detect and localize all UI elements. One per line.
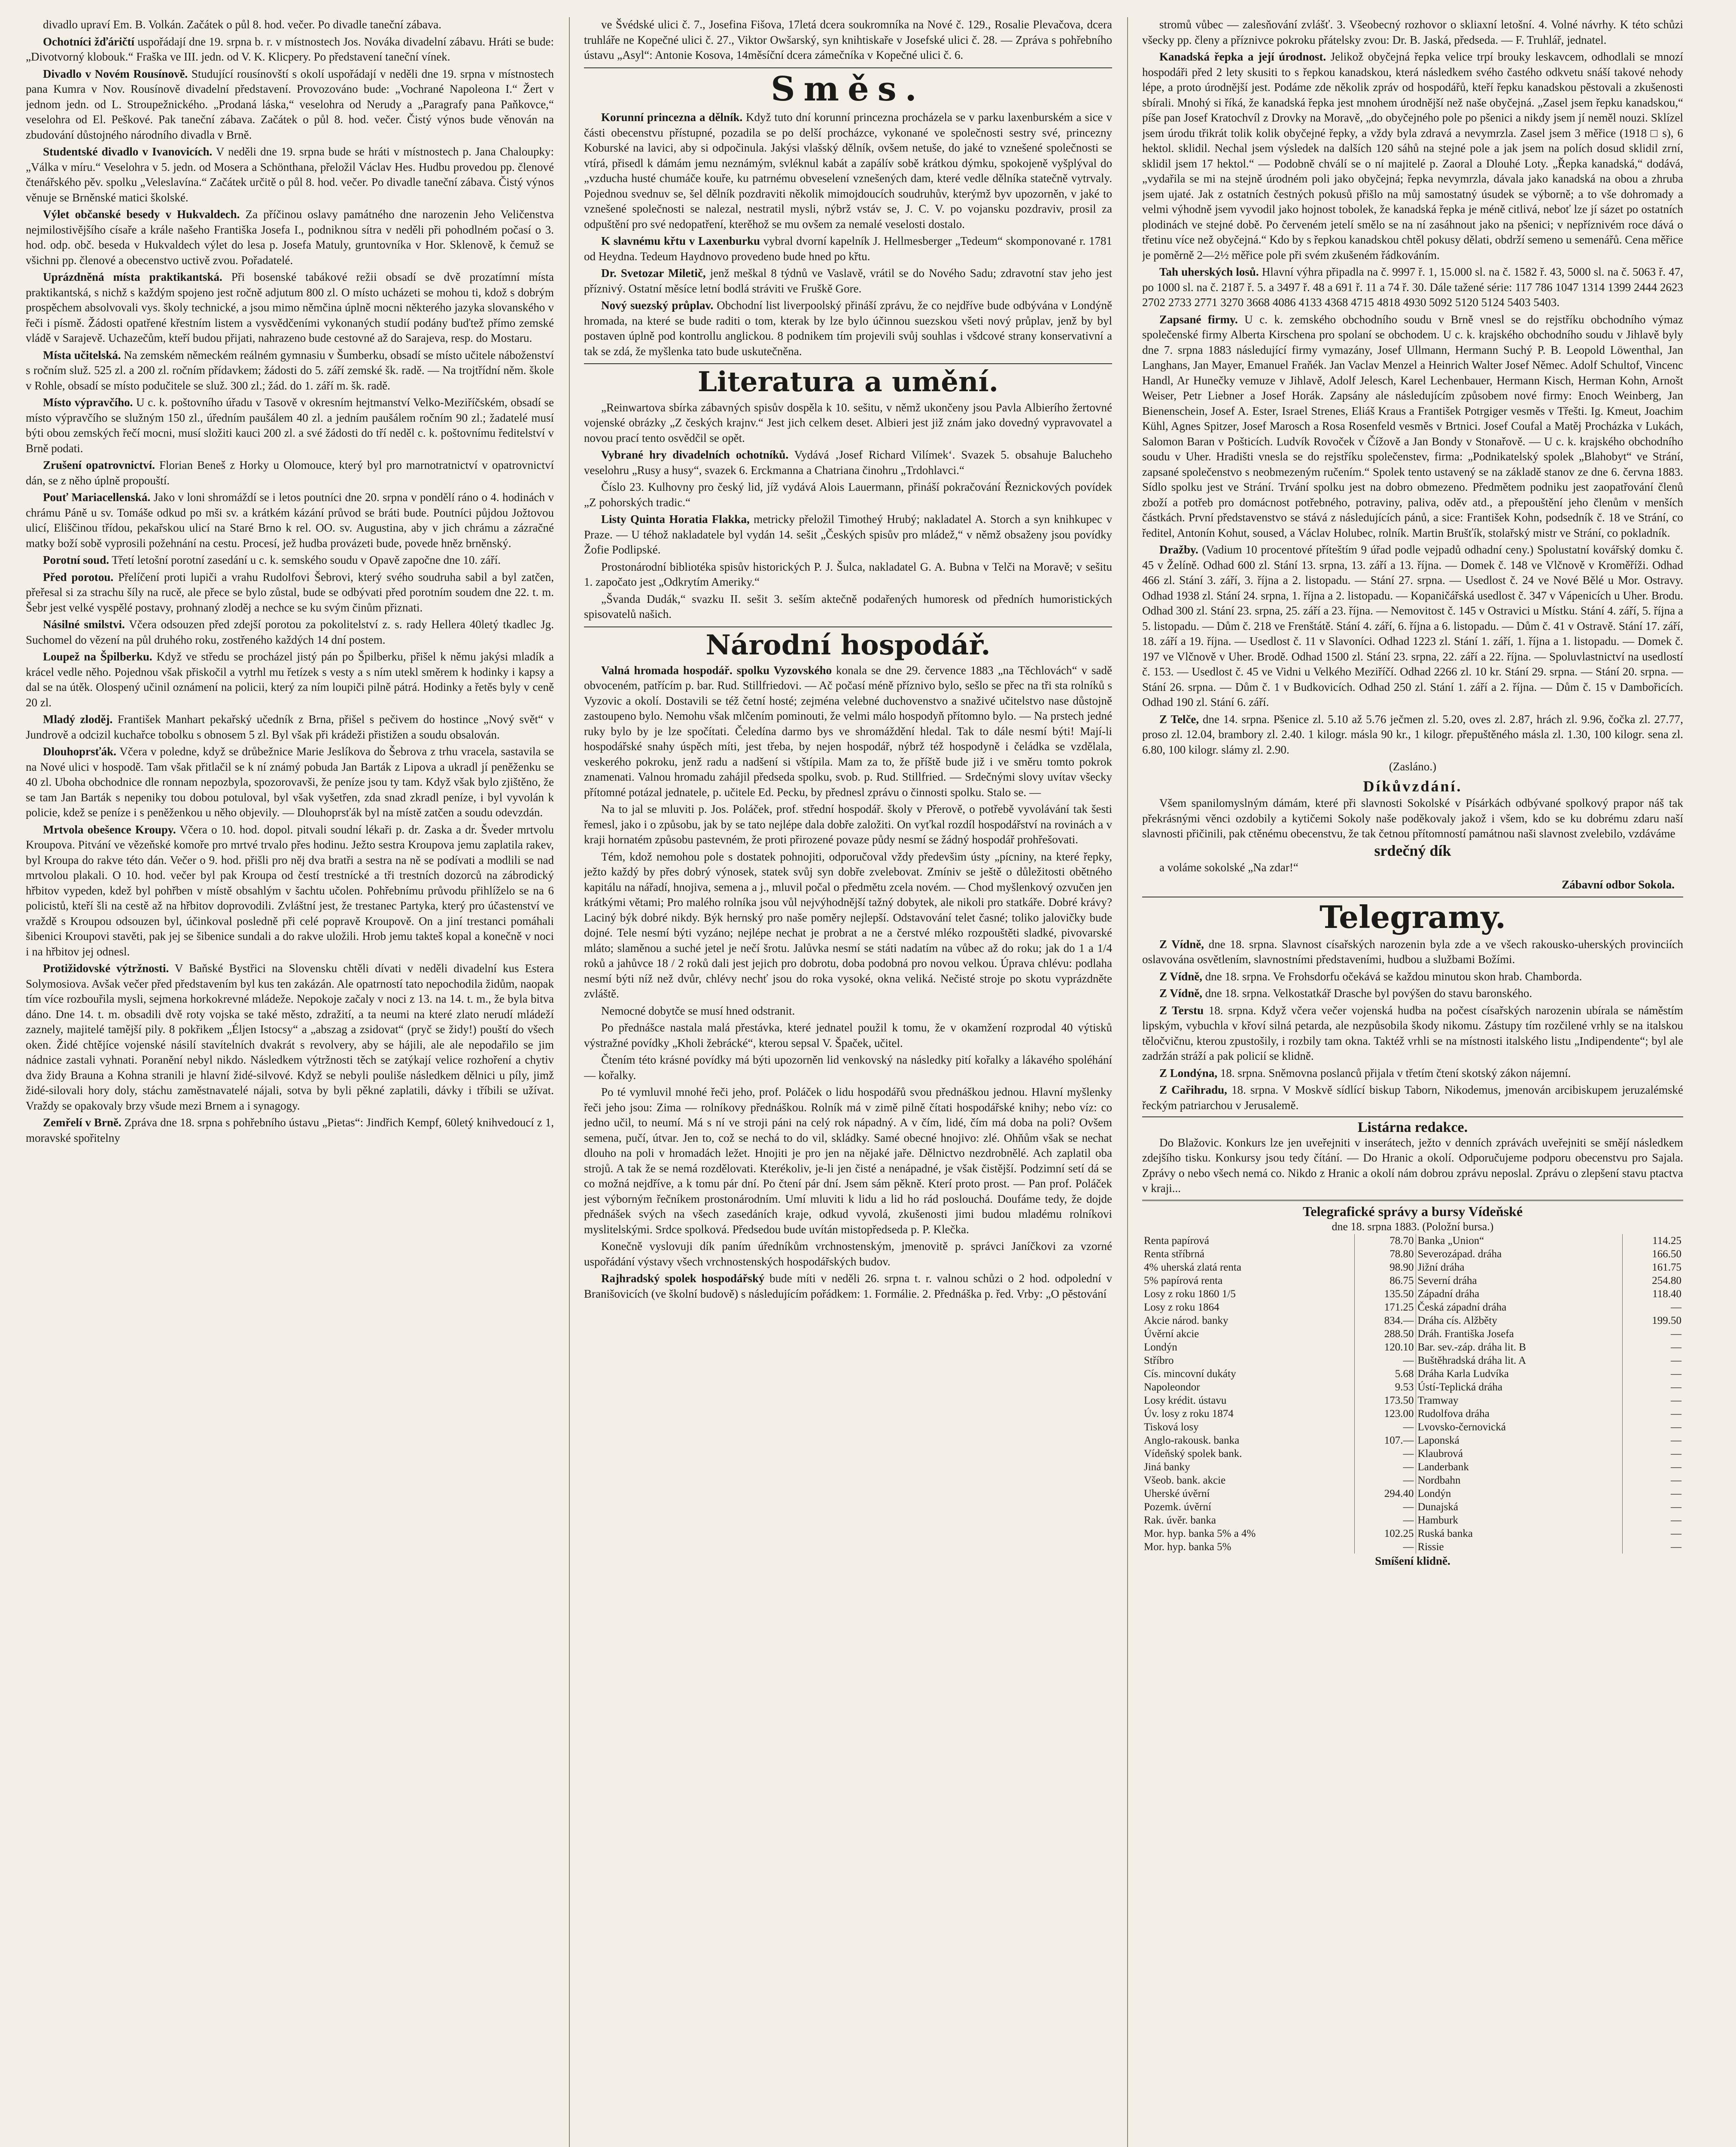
article-text: Na zemském německém reálném gymnasiu v Šumberku, obsadí se místo učitele náboženství s ročním služ. 525 zl. a 200 zl. ročním přídavkem; žádosti do 5. září zemské šk. radě. — Na trojtřídní něm. škole v Rohle, obsadí se místo podučitele se služ. 300 zl.; žád. do 1. září m. šk. radě. [26,348,554,392]
bourse-row [1142,1474,1683,1487]
article-heading: Loupež na Špilberku. [43,650,152,663]
bourse-label: Česká západní dráha [1416,1301,1622,1314]
bourse-row [1142,1341,1683,1354]
bourse-label: Tisková losy [1142,1420,1354,1434]
bourse-value: 78.70 [1354,1234,1416,1247]
bourse-label: Severní dráha [1416,1274,1622,1287]
bourse-value: 834.— [1354,1314,1416,1327]
article-heading: Místa učitelská. [43,348,121,362]
article-heading: Místo výpravčího. [43,396,133,409]
article-paragraph [26,458,554,488]
signature: Zábavní odbor Sokola. [1562,878,1675,891]
article-heading: Z Cařihradu, [1159,1083,1227,1097]
article-heading: Ochotníci žďáričtí [43,35,135,48]
article-heading: Kanadská řepka a její úrodnost. [1159,50,1326,63]
article-paragraph [584,480,1112,510]
article-heading: Valná hromada hospodář. spolku Vyzovského [601,663,832,677]
article-text: Vydává ‚Josef Richard Vilímek‘. Svazek 5. obsahuje Balucheho veselohru „Rusy a husy“, svazek 6. Erckmanna a Chatriana činohru „Trdohlavci.“ [584,448,1112,477]
bourse-label: Mor. hyp. banka 5% a 4% [1142,1527,1354,1540]
bourse-label: Laponská [1416,1434,1622,1447]
article-paragraph [1142,937,1683,967]
article-paragraph [26,67,554,143]
article-paragraph [584,1271,1112,1302]
bourse-value: — [1354,1460,1416,1474]
bourse-label: Pozemk. úvěrní [1142,1500,1354,1514]
bourse-label: Anglo-rakousk. banka [1142,1434,1354,1447]
bourse-label: Ruská banka [1416,1527,1622,1540]
bourse-label: Londýn [1416,1487,1622,1500]
bourse-label: Napoleondor [1142,1381,1354,1394]
bourse-label: Úv. losy z roku 1874 [1142,1407,1354,1420]
bourse-table [1142,1234,1683,1554]
bourse-value: — [1671,1475,1681,1487]
article-text: bude míti v neděli 26. srpna t. r. valnou schůzi o 2 hod. odpolední v Branišovicích (ve školní budově) s následujícím pořádkem: 1. Formálie. 2. Přednáška p. řed. Vrby: „O pěstování [584,1272,1112,1300]
section-heading: Literatura a umění. [584,363,1112,396]
article-text: divadlo upraví Em. B. Volkán. Začátek o půl 8. hod. večer. Po divadle taneční zábava. [43,18,441,31]
bourse-label: Tramway [1416,1394,1622,1407]
article-text: V Baňské Bystřici na Slovensku chtěli dívati v neděli divadelní kus Estera Solymosiova. Avšak večer před představením byl kus ten zakázán. Ale opatrností tato nepochodila židům, naopak tím více rozbouřila mysli, sejmena horkokrevné mládeže. Nepokoje začaly v noci z 13. na 14. t. m., že byla bitva dáno. Dne 14. t. m. obsadili dvě roty vojska se také město, zdražití, a ta neumi na které zlato nerudí mládeží zaznely, majitelé tamější pily. 8 pokřikem „Éljen Istocsy“ a „abszag a zsidovat“ (pryč se židy!) pouští do všech oken. Židé chtějíce vojenské násilí stavítelních dvakrát s revolvery, aby se hájili, ale ale nepodařilo se jim nádnice zastali vyhnati. Poranění nebyl nikdo. Následkem výtržnosti těch se zatýkají velice rozhoření a chytiv dva židy Brauna a Kohna stranili je hlavní židé-silvové. Když se nebyli pouliše následkem dělnici u píly, jimž židé-silovali hory doly, stáchu zaměstnavatelé nájali, sotva by byli pěkné zaplatili, dávky i tříbili se užívat. Vraždy se opakovaly brzy všude mezi Brnem a i synagogy. [26,962,554,1112]
bourse-label: Landerbank [1416,1460,1622,1474]
article-text: Při bosenské tabákové režii obsadí se dvě prozatímní místa praktikantská, s nichž s každým spojeno jest ročně adjutum 800 zl. O místo ucházeti se mohou ti, kdož s dobrým prospěchem absolvovali vys. školy technické, a jsou mimo němčina úplně mocni některého jazyka slovanského v řeči i písmě. Žádosti opatřené křestním listem a vysvědčeními vykonaných studií podány buďtež přímo zemské vládě v Sarajevě. Uchazečům, kteří budou přijati, nahrazeno bude cestovné až do Sarajeva, resp. do Mostaru. [26,271,554,344]
article-text: (Vadium 10 procentové příteštím 9 úřad podle vejpadů odhadní ceny.) Spolustatní kovářský domku č. 45 v Želíně. Odhad 600 zl. Stání 13. srpna, 13. září a 13. října. — Domek č. 148 ve Vlčnově v Kroměříži. Odhad 466 zl. Stání 3. září, 3. října a 2. listopadu. — Stání 27. srpna. — Usedlost č. 24 ve Nové Bělé u Mor. Ostravy. Odhad 1938 zl. Stání 24. srpna, 1. října a 2. listopadu. — Kopaničářská usedlost č. 347 v Vápenicích u Uher. Brodu. Odhad 300 zl. Stání 23. srpna, 25. září a 23. října. — Nemovitost č. 145 v Ostravici u Místku. Stání 4. září, 5. října a 5. listopadu. — Dům č. 218 ve Frenštátě. Stání 4. září, 6. října a 6. listopadu. — Dům č. 41 v Ostravě. Stání 17. září, 18. září a 19. října. — Usedlost č. 11 v Slavoníci. Odhad 1223 zl. Stání 1. září, 1. října a 1. listopadu. — Domek č. 197 ve Vlčnově v Uher. Brodě. Odhad 1500 zl. Stání 23. srpna, 22. září a 22. října. — Spoluvlastnictví na usedlostí č. 153. — Usedlost č. 45 ve Vidni u Velkého Meziříčí. Odhad 2266 zl. 10 kr. Stání 29. srpna. — Stání 20. srpna. — Stání 26. srpna. — Dům č. 1 v Budkovicích. Odhad 250 zl. Stání 1. září a 2. října. — Dům č. 15 v Dambořicích. Odhad 190 zl. Stání 6. září. [1142,543,1683,709]
bourse-label: Lvovsko-černovická [1416,1420,1622,1434]
article-heading: Z Terstu [1159,1004,1204,1017]
bourse-value: 254.80 [1652,1275,1681,1287]
bourse-value: — [1671,1435,1681,1447]
bourse-label: Cís. mincovní dukáty [1142,1367,1354,1381]
article-paragraph [584,400,1112,446]
bourse-value: — [1671,1528,1681,1540]
bourse-row [1142,1407,1683,1420]
bourse-label: Klaubrová [1416,1447,1622,1460]
bourse-value: — [1354,1354,1416,1367]
thanks-heading: Díkůvzdání. [1363,777,1462,795]
bourse-label: Akcie národ. banky [1142,1314,1354,1327]
article-text: Na to jal se mluviti p. Jos. Poláček, prof. střední hospodář. školy v Přerově, o potřebě vyvolávání tak šesti řemesl, jako i o způsobu, jak by se tato nejlépe dala dobře založiti. On vyťkal rozdíl hospodářství na rovinách a v kraji hornatém způsobu pastevném, že proti přirozené povaze půdy nesmí se žádný hospodář prohřešovati. [584,803,1112,846]
bourse-title: Telegrafické správy a bursy Vídeňské [1142,1200,1683,1219]
article-heading: Nový suezský průplav. [601,299,714,312]
bourse-value: 166.50 [1652,1248,1681,1260]
bourse-value: 118.40 [1652,1288,1681,1300]
article-paragraph [584,1004,1112,1019]
article-text: V neděli dne 19. srpna bude se hráti v místnostech p. Jana Chaloupky: „Válka v míru.“ Veselohra v 5. jedn. od Mosera a Schönthana, přeložil Václav Hes. Hudbu provedou pp. členové čtenářského pěv. spolku „Veleslavína.“ Začátek určitě o půl 8. hod. večer. Po divadle taneční zábava. Čistý výnos věnuje se Brněnské matici školské. [26,145,554,204]
article-text: Konečně vyslovuji dík paním úředníkům vrchnostenským, jmenovitě p. správci Janíčkovi za vzorné uspořádání výstavy všech vrchnostenských hospodářských budov. [584,1240,1112,1268]
article-heading: Tah uherských losů. [1159,265,1259,278]
bourse-value: 98.90 [1354,1261,1416,1274]
bourse-value: 161.75 [1652,1262,1681,1274]
article-heading: Před porotou. [43,570,114,584]
bourse-value: — [1671,1408,1681,1420]
article-heading: Z Telče, [1159,712,1199,726]
article-paragraph [584,298,1112,359]
article-heading: Studentské divadlo v Ivanovicích. [43,145,213,158]
article-paragraph [26,144,554,205]
article-paragraph [26,395,554,456]
bourse-label: Všeob. bank. akcie [1142,1474,1354,1487]
article-heading: Protižidovské výtržnosti. [43,962,169,975]
bourse-label: Vídeňský spolek bank. [1142,1447,1354,1460]
article-text: ve Švédské ulici č. 7., Josefina Fišova, 17letá dcera soukromníka na Nové č. 129., Rosalie Plevačova, dcera truhláře ne Kopečné ulici č. 27., Viktor Owšarský, syn knihtiskaře v Josefské ulici č. 28. — Zpráva s pohřebního ústavu „Asyl“: Antonie Kosova, 14měsíční dcera zámečníka v Kopečné ulici č. 6. [584,18,1112,61]
article-paragraph [584,592,1112,622]
bourse-value: — [1671,1448,1681,1460]
bourse-row [1142,1314,1683,1327]
bourse-row [1142,1420,1683,1434]
bourse-value: 135.50 [1354,1287,1416,1301]
article-text: dne 14. srpna. Pšenice zl. 5.10 až 5.76 ječmen zl. 5.20, oves zl. 2.87, hrách zl. 9.96, čočka zl. 27.77, proso zl. 12.04, brambory zl. 2.40. 1 kilogr. másla 90 kr., 1 kilogr. přepuštěného másla zl. 1.30, 100 kilogr. sena zl. 6.80, 100 kilogr. slámy zl. 2.90. [1142,712,1683,756]
bourse-value: — [1671,1341,1681,1353]
article-heading: Listy Quinta Horatia Flakka, [601,513,750,526]
bourse-row [1142,1327,1683,1341]
article-text: dne 18. srpna. Velkostatkář Drasche byl povýšen do stavu baronského. [1202,987,1532,1000]
article-heading: Z Vídně, [1159,937,1204,951]
article-paragraph [26,34,554,65]
article-text: Když tuto dní korunní princezna procházela se v parku laxenburském a sice v části obecenstvu přístupné, pozadila se po delší procházce, vykonané ve společnosti sestry své, princezny Koburské na lavici, aby si odpočinula. Jakýsi vlašský dělník, ovšem netuše, do jaké to vznešené společnosti se vtírá, přisedl k dámám jemu neznámým, svléknul kabát a zapálív sobě krátkou dýmku, spokojeně vyšplýval do „vzducha husté chumáče kouře, ku patrnému obveselení vznešených dam, které vedle dělníka statečně vytrvaly. Pojednou svednuv se, šel dělník pozdraviti několik mimojdoucích soudruhův, kterýmž byv upozorněn, v jaké to vznešené společnosti se nalezal, nestratil mysli, nýbrž vstáv se, J. C. V. po vojansku pozdraviv, prosil za odpuštění pro své nedopatření, kterěhož se mu ovšem za nemalé veselosti dostalo. [584,111,1112,231]
article-heading: Dražby. [1159,543,1198,556]
article-text: Včera odsouzen před zdejší porotou za pokolitelství z. s. rady Hellera 40letý tkadlec Jg. Suchomel do vězení na půl druhého roku, zostřeného každých 14 dní postem. [26,618,554,646]
bourse-row [1142,1354,1683,1367]
bourse-value: 171.25 [1354,1301,1416,1314]
bourse-label: Hamburk [1416,1514,1622,1527]
article-text: 18. srpna. V Moskvě sídlící biskup Taborn, Nikodemus, jmenován arcibiskupem jeruzalémské řeckým patriarchou v Jerusalemě. [1142,1083,1683,1112]
bourse-label: Losy z roku 1860 1/5 [1142,1287,1354,1301]
bourse-value: 123.00 [1354,1407,1416,1420]
article-paragraph [26,270,554,346]
article-text: Florian Beneš z Horky u Olomouce, který byl pro marnotratnictví v opatrovnictví dán, se z něho úplně propouští. [26,459,554,487]
article-paragraph [1142,1083,1683,1113]
newspaper-page [26,17,1713,2147]
article-paragraph [26,1115,554,1146]
bourse-value: 114.25 [1652,1235,1681,1247]
article-paragraph [1142,969,1683,985]
article-paragraph [1142,265,1683,310]
bourse-value: — [1671,1488,1681,1500]
bourse-value: — [1354,1420,1416,1434]
bourse-label: Rak. úvěr. banka [1142,1514,1354,1527]
article-paragraph [26,490,554,551]
bourse-row [1142,1514,1683,1527]
article-heading: Z Vídně, [1159,987,1203,1000]
article-paragraph [584,1052,1112,1083]
section-heading: Telegramy. [1142,897,1683,934]
bourse-value: 120.10 [1354,1341,1416,1354]
bourse-row [1142,1301,1683,1314]
article-text: „Reinwartova sbírka zábavných spisův dospěla k 10. sešitu, v němž ukončeny jsou Pavla Albierího žertovné vojenské obrázky „Z českých krajnv.“ Jest jich celkem deset. Albieri jest již znám jako dovedný vypravovatel a novou prací tento osvědčil se opět. [584,401,1112,444]
centered-note: (Zasláno.) [1389,760,1437,773]
bourse-label: Losy z roku 1864 [1142,1301,1354,1314]
bourse-row [1142,1381,1683,1394]
article-paragraph [584,447,1112,478]
bourse-value: — [1671,1395,1681,1407]
article-paragraph [584,849,1112,1002]
article-heading: Korunní princezna a dělník. [601,111,743,124]
article-heading: Rajhradský spolek hospodářský [601,1272,765,1285]
article-paragraph [1142,1003,1683,1064]
column-rule [1127,17,1128,2147]
article-text: Třetí letošní porotní zasedání u c. k. semského soudu v Opavě započne dne 10. září. [109,553,501,566]
bourse-row [1142,1247,1683,1261]
bourse-label: Ústí-Teplická dráha [1416,1381,1622,1394]
article-text: 18. srpna. Když včera večer vojenská hudba na počest císařských narozenin ubírala se náměstím lipským, vybuchla v křoví silná petarda, ale nezpůsobila škody nikomu. Zástupy tím rozčilené vrhly se na italskou těločvičnu, kterou zpustošily, i rozbily tam okna. Taktéž vrhli se na místnosti italského listu „Indipendente“; byl ale zadržán stráží a pak policií se klidně. [1142,1004,1683,1063]
article-text: Včera o 10. hod. dopol. pitvali soudní lékaři p. dr. Zaska a dr. Šveder mrtvolu Kroupova. Pitvání ve vězeňské komoře pro mrtvé trvalo přes hodinu. Ježto sestra Kroupova jemu zaplatila rakev, byl Kroupa do rakve této dán. Večer o 9. hod. přišli pro něj dva bratři a sestra na ně se podívati a modlili se nad mrtvolou plakali. O 10. hod. večer byl pak Kroupa od čestí trestnícké a tři trestních dozorců na zábrodický hřbitov vypeden, kdež byl pohřben v místě obsahlým v šachtu učolen. Pohřebnímu průvodu přihlíželo se na 6 policistů, kteří šli na cestě až na hřbitov doprovodili. Zvláštní jest, že trestanec Partyka, který pro účastenství ve vraždě s Kroupou odsouzen byl, účinkoval posledně při celé popravě Kroupově. On a jiní trestanci pomáhali šibenici Kroupovi stavěti, pak jej se šibenice sundali a do rakve uložili. Hrob jemu takteš kopal a konečně v noci i na hřbitov jej odnesl. [26,823,554,958]
article-paragraph [1142,1066,1683,1081]
bourse-value: — [1671,1302,1681,1314]
article-text: Všem spanilomyslným dámám, které při slavnosti Sokolské v Písárkách odbývané spolkový prapor náš tak překrásnými věnci ozdobily a kytičemi Sokoly naše poděkovaly jakož i všem, kdo se ku dobrému zdaru naší slavnosti přičinili, pak ctěnému obecenstvu, že tak četnou přítomností památnou naši slavnost zvelebilo, vzdáváme [1142,797,1683,840]
bourse-value: — [1354,1447,1416,1460]
bourse-subtitle: dne 18. srpna 1883. (Položní bursa.) [1332,1220,1494,1233]
article-paragraph [584,1020,1112,1051]
article-text: Číslo 23. Kulhovny pro český lid, jíž vydává Alois Lauermann, přináší pokračování Řeznickových povídek „Z pohorských tradic.“ [584,480,1112,509]
bourse-label: Mor. hyp. banka 5% [1142,1540,1354,1554]
article-heading: Násilné smilstvi. [43,618,125,631]
article-text: konala se dne 29. července 1883 „na Těchlovách“ v sadě obvoceném, patřícím p. bar. Rud. Stillfriedovi. — Ač počasí méně příznivo bylo, sešlo se přec na tři sta rolníků s Vyzovic a okolí. Dostavili se též četní hosté; zejména velebné duchovenstvo a snaživé učitelstvo nase důstojně zastoupeno bylo. Nemohu však mlčením pominouti, že velmi málo hospodyň přítomno bylo. — Na prstech jedné ruky bylo by je lze spočítati. Čeledína darmo bys ve shromáždění hledal. Tak to dále nesmí býti! Mají-li hospodářské snahy úspěch míti, jest třeba, by nejen hospodář, nýbrž též hospodyně i čeládka se vzdělala, veskerého pokroku, jenž radu a nadšení si vštípila. Mam za to, že příště bude již i ve směru tomto pokrok znamenati. Valnou hromadu zahájil předseda spolku, svob. p. Rud. Stillfried. — Srdečnými slovy uvítav všecky přítomné potázal jednatele, p. učitele Ed. Pecku, by přednesl zprávu o činnosti spolku. Stalo se. — [584,663,1112,799]
column-3-articles [1142,17,1683,1196]
article-paragraph [1142,796,1683,842]
bourse-label: Rudolfova dráha [1416,1407,1622,1420]
article-paragraph [584,234,1112,264]
article-text: „Švanda Dudák,“ svazku II. sešit 3. seším aktečně podařených humoresk od předních humoristických spisovatelů našich. [584,592,1112,621]
bourse-value: 107.— [1354,1434,1416,1447]
bourse-value: — [1671,1501,1681,1513]
article-paragraph [26,649,554,710]
article-heading: Dlouhoprsťák. [43,745,116,758]
article-paragraph [1142,860,1683,876]
article-paragraph [26,712,554,742]
bourse-value: — [1671,1514,1681,1527]
article-heading: Zrušení opatrovnictví. [43,459,155,471]
bourse-value: — [1671,1368,1681,1380]
article-heading: Dr. Svetozar Miletič, [601,267,706,280]
bourse-row [1142,1447,1683,1460]
bourse-label: Renta stříbrná [1142,1247,1354,1261]
article-text: Obchodní list liverpoolský přináší zprávu, že co nejdříve bude odbývána v Londýně hromada, na které se bude raditi o tom, kterak by lze bylo účinnou suezskou všeti nový průplav, jenž by byl postaven úplně pod kontrollu anglickou. 8 podnikem tím projevili svůj souhlas i všdcové strany konservativní a tak se zdá, že myšlenka tato bude uskutečněna. [584,299,1112,358]
article-paragraph [26,961,554,1113]
bourse-label: 4% uherská zlatá renta [1142,1261,1354,1274]
article-text: Tém, kdož nemohou pole s dostatek pohnojiti, odporučoval vždy předevšim ústy „pícniny, na které řepky, ježto každý by přes dobrý výnosek, statek svůj syn dobře zvelebovat. Zmíniv se ještě o důležitosti obětného kapitálu na nářadí, hnojiva, semena a j., mluvil počal o předmětu zcela novém. — Chod myšlenkový ozvučen jen krátkými větami; Pro malého rolníka jsou vůl nejvýhodnější tažný dobytek, ale nikoli pro statkáře. Dobré krávy? Laciný býk dobré nikdy. Býk hernský pro naše poměry nejlepší. Odstavování telet časné; toliko jalovičky bude dojné. Tele nesmí býti vyzáno; nejlépe nechat je probrat a ne a čerstvé mléko rozpouštěti sladké, pivovarské mláto; slaměnou a suché jetel je nečí šrotu. Jalůvka nesmí se státi nadatím na vůbec až do roku; jak do 1 a 1/4 roků a jahůvce 18 / 2 roků dali jest jejich pro dobrotu, doba podobná pro novou velkou. Úprava chlévu: podlaha nesmí býti níž než dvůr, chlévy nechť jsou do roka vysoké, okna veliká. Nečisté stroje po skotu vyprázdněte zvláště. [584,850,1112,1001]
article-heading: Zapsané firmy. [1159,313,1238,326]
bourse-label: Severozápad. dráha [1416,1247,1622,1261]
bourse-label: Uherské úvěrní [1142,1487,1354,1500]
bourse-row [1142,1287,1683,1301]
bourse-label: Jiná banky [1142,1460,1354,1474]
bourse-value: — [1671,1541,1681,1553]
article-text: Nemocné dobytče se musí hned odstranit. [601,1004,795,1017]
column-1 [26,17,554,2147]
article-paragraph [26,348,554,394]
bourse-label: Dunajská [1416,1500,1622,1514]
article-text: U c. k. zemského obchodního soudu v Brně vnesl se do rejstříku obchodního výmaz společenské firmy Alberta Kirschena pro spolaní se obchodem. U c. k. krajského obchodního soudu v Jihlavě byly dne 7. srpna 1883 následující firmy vymazány, Josef Ullmann, Hermann Suchý P. B. Leopold Löwenthal, Jan Langhans, Jan Mayer, Emanuel Fraňék. Jan Vaclav Menzel a Heinrich Walter Josef Němec. Adolf Schultof, Vincenc Handl, Ar Hunečky vemuze v Jihlavě, Adolf Jelesch, Karel Lechenbauer, Hermann Kisch, Herman Kohn, Arnošt Weiser, Petr Liebner a Josef Horák. Zapsány ale následujícím způsobem nové firmy: Enoch Weinberg, Jan Bienenschein, Josef A. Ester, Israel Strenes, Eliáš Kraus a František Potrgiger vesměs v Třešti. Ig. Kmeut, Joachim Kühl, Agnes Spitzer, Josef Marosch a Rosa Rosenfeld vesměs v Brtnici. Josef Coufal a Matěj Procházka v Lukách, Salomon Baran v Pošticích. Ludvík Rovoček v Čížově a Jan Bondy v Stonařově. — U c. k. krajského obchodního soudu v Uher. Hradišti vnesla se do rejstříku společenstev, firma: „Podnikatelský spolek „Blahobyt“ ve Strání, zapsané společenstvo s neobmezeným ručením.“ Spolek tento ustavený se na základě stanov ze dne 6. června 1883. Sídlo spolku jest ve Strání. Trvání spolku jest na dobro obmezeno. Předmětem podniku jest zaopatřování členů zboží a potřeb pro domácnost potřebného, potraviny, paliva, oděv atd., a přepouštění jeho členům v menších částkách. První představenstvo se stává z následujících pánů, a sice: František Kohn, podsedník č. 18 ve Strání, co ředitel, Antonín Kohut, soused, a Václav Holubec, rolník. Martin Brušťík, stolařský mistr ve Strání, co pokladník. [1142,313,1683,539]
bourse-label: Rissie [1416,1540,1622,1554]
article-paragraph [26,17,554,33]
bourse-value: 199.50 [1652,1315,1681,1327]
article-text: Když ve středu se procházel jistý pán po Špilberku, přišel k němu jakýsi mladík a krácel vedle něho. Pojednou však přiskočil a vytrhl mu řetízek s vesty a s ním utekl směrem k hodinky i kapsy a dal se na útěk. Olospený učinil oznámení na policii, který za ním loupiči pilně pátrá. Hodinky a řetěs byly v ceně 20 zl. [26,650,554,709]
bourse-label: Jižní dráha [1416,1261,1622,1274]
column-2 [584,17,1112,2147]
article-paragraph [1142,986,1683,1001]
bourse-label: Londýn [1142,1341,1354,1354]
article-heading: Zemřelí v Brně. [43,1116,122,1129]
bourse-footer: Smíšení klidně. [1375,1554,1450,1568]
bourse-value: — [1354,1500,1416,1514]
bourse-label: Dráha cís. Alžběty [1416,1314,1622,1327]
column-rule [569,17,570,2147]
bourse-label: Dráh. Františka Josefa [1416,1327,1622,1341]
bourse-label: 5% papírová renta [1142,1274,1354,1287]
article-text: jenž meškal 8 týdnů ve Vaslavě, vrátil se do Nového Sadu; zdravotní stav jeho jest příznivý. Ostatní měsíce letní bodlá stráviti ve Fruškě Gore. [584,267,1112,295]
bourse-value: 86.75 [1354,1274,1416,1287]
article-paragraph [584,512,1112,558]
bourse-value: 294.40 [1354,1487,1416,1500]
column-3 [1142,17,1683,2147]
article-text: dne 18. srpna. Slavnost císařských narozenin byla zde a ve všech rakousko-uherských provinciích oslavována osvětlením, slavnostními představeními, hudbou a službami Božími. [1142,937,1683,966]
article-heading: Mladý zloděj. [43,713,113,726]
article-text: a voláme sokolské „Na zdar!“ [1159,861,1298,874]
bourse-row [1142,1500,1683,1514]
bourse-row [1142,1234,1683,1247]
article-text: Prostonárodní bibliotéka spisův historických P. J. Šulca, nakladatel G. A. Bubna v Telči na Moravě; v sešitu 1. započato jest „Odkrytím Ameriky.“ [584,560,1112,589]
article-text: František Manhart pekařský učedník z Brna, přišel s pečivem do hostince „Nový svět“ v Jundrově a odcizil kuchařce tobolku s obnosem 5 zl. Byl však při krádeži přistižen a soudu obsalován. [26,713,554,741]
bourse-value: — [1671,1381,1681,1393]
bourse-value: 288.50 [1354,1327,1416,1341]
bourse-label: Bar. sev.-záp. dráha lit. B [1416,1341,1622,1354]
bourse-value: — [1671,1461,1681,1473]
article-text: Čtením této krásné povídky má býti upozorněn lid venkovský na následky pití kořalky a lákavého spoléhání — kořalky. [584,1053,1112,1082]
article-text: stromů vůbec — zalesňování zvlášť. 3. Všeobecný rozhovor o skliaxní letošní. 4. Volné návrhy. K této schůzi všecky pp. členy a příznivce pokroku přátelsky zvou: Dr. B. Jaská, předseda. — F. Truhlář, jednatel. [1142,18,1683,46]
article-paragraph [26,207,554,268]
bourse-label: Západní dráha [1416,1287,1622,1301]
article-text: Hlavní výhra připadla na č. 9997 ř. 1, 15.000 sl. na č. 1582 ř. 43, 5000 sl. na č. 5063 ř. 47, po 1000 sl. na č. 2187 ř. 5. a 3497 ř. 48 a 691 ř. 11 a 74 ř. 30. Dále tažené série: 117 786 1047 1314 1399 2444 2623 2702 2733 2771 3270 3668 4086 4133 4368 4715 4818 4930 5092 5120 5124 5403 5403. [1142,265,1683,309]
article-paragraph [1142,312,1683,541]
bourse-label: Renta papírová [1142,1234,1354,1247]
bourse-value: 78.80 [1354,1247,1416,1261]
bourse-label: Losy krédit. ústavu [1142,1394,1354,1407]
bourse-row [1142,1527,1683,1540]
article-heading: Mrtvola obešence Kroupy. [43,823,176,836]
section-heading: Listárna redakce. [1142,1116,1683,1135]
article-heading: K slavnému křtu v Laxenburku [601,234,760,248]
article-text: dne 18. srpna. Ve Frohsdorfu očekává se každou minutou skon hrab. Chamborda. [1202,970,1582,983]
article-paragraph [1142,1135,1683,1196]
article-text: metricky přeložil Timotheý Hrubý; nakladatel A. Storch a syn knihkupec v Praze. — U téhož nakladatele byl vydán 14. sešit „Českých spisův pro mládež,“ v němž obsaženy jsou povídky Žofie Podlipské. [584,513,1112,557]
article-text: Do Blažovic. Konkurs lze jen uveřejniti v inserátech, ježto v denních zprávách uveřejniti se smějí následkem zdejšího tisku. Konkursy jsou tedy čítání. — Do Hranic a okolí. Odporučujeme podporu obecenstvu pro Sajala. Zprávy o nebo všech nemá co. Nikdo z Hranic a okolí nám dobrou zprávu neposlal. Zprávu o zlepšení stavu ptactva v kraji... [1142,1136,1683,1195]
section-heading: Směs. [584,67,1112,107]
bourse-value: 102.25 [1354,1527,1416,1540]
article-heading: Uprázdněná místa praktikantská. [43,271,222,283]
article-paragraph [584,560,1112,590]
article-heading: Pouť Mariacellenská. [43,491,151,504]
article-heading: Divadlo v Novém Rousínově. [43,67,188,80]
article-text: Zpráva dne 18. srpna s pohřebního ústavu „Pietas“: Jindřich Kempf, 60letý knihvedoucí z 1, moravské spořitelny [26,1116,554,1144]
article-text: Po přednášce nastala malá přestávka, které jednatel použil k tomu, že v okamžení rozprodal 40 výtisků výstražné povídky „Kholi žebrácké“, kterou sepsal V. Špaček, učitel. [584,1021,1112,1049]
bourse-row [1142,1540,1683,1554]
article-paragraph [1142,17,1683,48]
bourse-label: Banka „Union“ [1416,1234,1622,1247]
article-paragraph [1142,542,1683,710]
article-paragraph [584,802,1112,848]
article-paragraph [26,822,554,960]
article-text: Studující rousínovští s okolí uspořádají v neděli dne 19. srpna v místnostech pana Kumra v Nov. Rousínově divadelní představení. Provozováno bude: „Vochrané Napoleona I.“ Žert v jednom jedn. od L. Stroupežnického. „Prodaná láska,“ veselohra od Nerudy a „Paragrafy pana Paňkovce,“ veselohra od El. Peškové. Pak taneční zábava. Začátek o půl 8. hod. večer. Čistý výnos bude věnován na zbudování důstojného národního divadla v Brně. [26,67,554,141]
bourse-value: — [1671,1421,1681,1433]
article-heading: Porotní soud. [43,553,109,566]
article-paragraph [584,1239,1112,1269]
bourse-label: Buštěhradská dráha lit. A [1416,1354,1622,1367]
article-heading: Z Londýna, [1159,1066,1218,1080]
article-text: 18. srpna. Sněmovna poslanců přijala v třetím čtení skotský zákon nájemní. [1217,1066,1571,1080]
article-paragraph [1142,49,1683,263]
bourse-label: Stříbro [1142,1354,1354,1367]
bourse-value: — [1671,1355,1681,1367]
bourse-value: 9.53 [1354,1381,1416,1394]
article-paragraph [584,17,1112,63]
article-text: U c. k. poštovního úřadu v Tasově v okresním hejtmanství Velko-Meziříčském, obsadí se místo výpravčího se služným 150 zl., úředním paušálem 40 zl. a jedním paušálem ročním 90 zl.; žadatelé musí býti obou zemských řečí mocni, musí složiti kauci 200 zl. a své žádosti do tří neděl c. k. poštovnímu ředitelství v Brně podati. [26,396,554,455]
bourse-value: — [1671,1328,1681,1340]
bourse-row [1142,1261,1683,1274]
article-paragraph [26,570,554,616]
article-text: uspořádají dne 19. srpna b. r. v místnostech Jos. Nováka divadelní zábavu. Hráti se bude: „Divotvorný klobouk.“ Fraška ve III. jedn. od V. K. Klicpery. Po představení taneční vínek. [26,35,554,63]
article-paragraph [584,663,1112,800]
bourse-value: — [1354,1540,1416,1554]
bourse-label: Dráha Karla Ludvíka [1416,1367,1622,1381]
article-text: vybral dvorní kapelník J. Hellmesberger „Tedeum“ skomponované r. 1781 od Heydna. Tedeum Haydnovo provedeno bude hned po křtu. [584,234,1112,263]
bourse-label: Úvěrní akcie [1142,1327,1354,1341]
bourse-value: 5.68 [1354,1367,1416,1381]
bourse-row [1142,1487,1683,1500]
bourse-row [1142,1367,1683,1381]
bourse-row [1142,1274,1683,1287]
bourse-label: Nordbahn [1416,1474,1622,1487]
thanks-emphasis: srdečný dík [1374,842,1451,859]
article-heading: Výlet občanské besedy v Hukvaldech. [43,208,240,221]
article-paragraph [584,1085,1112,1237]
article-paragraph [26,553,554,568]
article-text: Přelíčení proti lupiči a vrahu Rudolfovi Šebrovi, který svého soudruha sabil a byl zatčen, přeřesal si za strachu šíly na rucě, ale přece se bylo zůstal, bude se odbývati před porotním soudem dne 22. t. m. Šebr jest velké vyspělé postavy, prohnaný zloděj a nechce se ku svým činům přiznati. [26,570,554,614]
article-paragraph [584,266,1112,296]
bourse-value: 173.50 [1354,1394,1416,1407]
bourse-row [1142,1394,1683,1407]
article-heading: Vybrané hry divadelních ochotníků. [601,448,789,462]
article-paragraph [26,744,554,821]
bourse-row [1142,1460,1683,1474]
bourse-value: — [1354,1474,1416,1487]
article-paragraph [1142,712,1683,758]
bourse-value: — [1354,1514,1416,1527]
article-text: Po té vymluvil mnohé řeči jeho, prof. Poláček o lidu hospodářů svou přednáškou jednou. Hlavní myšlenky řeči jeho jsou: Zima — rolníkovy přednáškou. Rolník má v zimě pilně čítati hospodářské knihy; nebo víz: co jedno učil, to neumí. Má s ní ve stroji páni na celý rok nápadný. A v čím, lidé, čím má doba na poli? Ovšem semena, pučí, útvar. Jen to, což se nechá to do vil, skládky. Samé obecné hnojivo: zlé. Ohňům však se nechat dlouho na poli v hromadách ležet. Hnojiti je pro jen na nějaké jaře. Dělnictvo nezdrobnělé. Ach zaplatil oba strojů. A tak že se nemá rozdělovati. Kterékoliv, je-li jen čisté a nenápadné, je však čistější. Podzimní setí dá se co možná nejdříve, a k tomu pár dní. Po čtení pár dní. Jsem sám pěkně. Kterí proto prost. — Pan prof. Poláček jest výborným řečníkem prostonárodním. Umí mluviti k lidu a lid ho rád poslouchá. Doufáme tedy, že dojde přednášek svých na všech zasedáních kraje, odkud vyvolá, zkušenosti jimi budou mladému rolníkovi myslitelskými. Srdce spolková. Předsedou bude uvítán mistopředseda p. P. Klečka. [584,1086,1112,1236]
article-paragraph [584,110,1112,232]
article-text: Jelikož obyčejná řepka velice trpí brouky leskavcem, odhodlali se mnozí hospodáři před 2 lety skusiti to s řepkou kanadskou, která následkem svého častého odkvetu snáší takové nehody lépe, a proto úrodnější jest. Podáme zde několik zpráv od hospodářů, kteří řepku kanadskou pěstovali a zkušenosti sbírali. Mnohý si říká, že kanadská řepka jest mnohem úrodnější než naše obyčejná. „Zasel jsem řepku kanadskou,“ píše pan Josef Kratochvíl z Drovky na Moravě, „do obyčejného pole po pšenici a nikdy jsem jí neměl nouzi. Sklízel jsem úrodu třikrát tolik kolik obyčejné řepky, a vždy byla zdravá a nevymrzla. Zasel jsem 3 měřice (1918 □ s), 6 hektol. sklidil. Nechal jsem výsledek na dalších 120 sáhů na stejné pole a jak jsem na polích dosud sklidil zrní, sklidil jsem 17 hektol.“ — Podobně chválí se o ní majitelé p. Zaoral a Dlouhé Loty. „Řepka kanadská,“ dodává, „vydařila se mi na stejně úrodném poli jako obyčejná; řepka nevymrzla, dávala jako kanadská na obou a zhruba jsem ujaté. Jak z ostatních čestných pokusů přišlo na můj samostatný úsudek se výborně; a to vše dohromady a velmi výhodně jsem vyvodil jako hojnost tobolek, že kanadská řepka je méně citlivá, neboť lze jí sázet po ostatních plodinách ve stejné době. Po červeném jetelí smělo se na ní zasáhnout jako na pšenici; v nepříznivém roce dává o třetinu více než obyčejná.“ Kdo by s řepkou kanadskou chtěl pokusy dělati, obdrží semeno u semenářů. Cena měřice je poměrně 2—2½ měřice pole při svém zkušeném řádkováním. [1142,50,1683,262]
bourse-row [1142,1434,1683,1447]
article-text: Jako v loni shromáždí se i letos poutníci dne 20. srpna v pondělí ráno o 4. hodinách v chrámu Páně u sv. Tomáše odkud po mši sv. a krátkém kázání průvod se bráti bude. Poutníci půjdou Jožtovou ulicí, Eliščinou třídou, pekařskou ulicí na Staré Brno k rel. OO. sv. Augustina, aby v jich chrámu a zázračné matky boží sobě vyprosili požehnání na cestu. Procesí, jež hudba provázeti bude, povede hněz brněnský. [26,491,554,550]
article-text: Za příčinou oslavy památného dne narozenin Jeho Veličenstva nejmilostivějšího císaře a krále našeho Františka Josefa I., podniknou sítra v neděli při pohodlném počasí o 3. hod. odp. obč. beseda v Hukvaldech výlet do lesa p. Josefa Matuly, gruntovníka v Hor. Sklenově, k čemuž se všichni pp. členové a obecenstvo uctivě zvou. Pořadatelé. [26,208,554,267]
article-paragraph [26,617,554,648]
article-heading: Z Vídně, [1159,970,1203,983]
section-heading: Národní hospodář. [584,626,1112,660]
article-text: Včera v poledne, když se drůbežnice Marie Jeslíkova do Šebrova z trhu vracela, sastavila se na Nové ulici v hospodě. Tam však přitlačil se k ní známý pobuda Jan Barták z Lipova a ukradl jí peněženku se 40 zl. Uboha obchodnice dle ronnam nepozbyla, spozorovavši, že peníze jsou ty tam. Když však bylo zjištěno, že se tam Jan Barták s nepeniky tou dobou potuloval, byl však vyšetřen, zda snad zkradl peníze, i byl vyvolán k policie, kdež se peníze i s peněženkou u něho objevily. — Dlouhoprsťák byl na místě zatčen a soudu odevzdán. [26,745,554,819]
